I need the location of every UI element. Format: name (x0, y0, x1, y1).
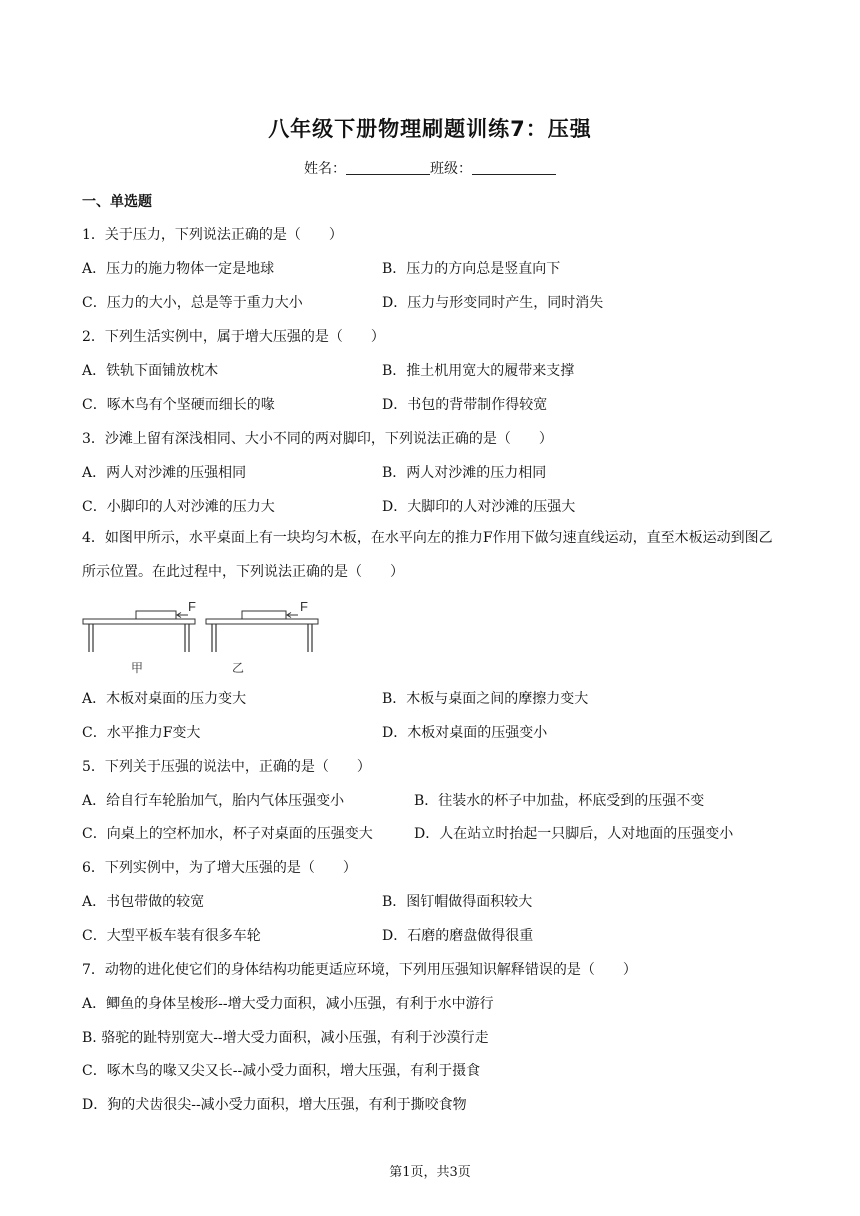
question-7-option-c: C．啄木鸟的喙又尖又长--减小受力面积，增大压强，有利于摄食 (82, 1063, 481, 1079)
question-2-option-d: D．书包的背带制作得较宽 (382, 397, 548, 413)
question-3-option-a: A．两人对沙滩的压强相同 (82, 465, 247, 481)
tabletop-right (206, 619, 318, 624)
page-title: 八年级下册物理刷题训练7：压强 (268, 117, 592, 141)
question-2-option-a: A．铁轨下面铺放枕木 (82, 363, 219, 379)
class-label: 班级： (430, 161, 472, 177)
table-board-figure (80, 596, 340, 676)
question-2-option-c: C．啄木鸟有个坚硬而细长的喙 (82, 397, 275, 413)
question-6-option-a: A．书包带做的较宽 (82, 894, 205, 910)
question-1-option-b: B．压力的方向总是竖直向下 (382, 261, 561, 277)
question-3-option-b: B．两人对沙滩的压力相同 (382, 465, 547, 481)
question-1-option-c: C．压力的大小，总是等于重力大小 (82, 295, 303, 311)
class-blank (472, 160, 556, 175)
section-heading: 一、单选题 (82, 194, 152, 210)
question-7-stem: 7．动物的进化使它们的身体结构功能更适应环境，下列用压强知识解释错误的是（ ） (82, 962, 637, 978)
question-3-option-d: D．大脚印的人对沙滩的压强大 (382, 499, 576, 515)
question-1-stem: 1．关于压力，下列说法正确的是（ ） (82, 227, 343, 243)
question-5-stem: 5．下列关于压强的说法中，正确的是（ ） (82, 759, 371, 775)
question-5-option-c: C．向桌上的空杯加水，杯子对桌面的压强变大 (82, 826, 373, 842)
figure-left (83, 599, 196, 675)
force-label-left: F (188, 599, 196, 614)
question-1-option-a: A．压力的施力物体一定是地球 (82, 261, 275, 277)
question-2-option-b: B．推土机用宽大的履带来支撑 (382, 363, 575, 379)
question-5-option-d: D．人在站立时抬起一只脚后，人对地面的压强变小 (414, 826, 734, 842)
question-6-option-d: D．石磨的磨盘做得很重 (382, 928, 534, 944)
question-6-option-b: B．图钉帽做得面积较大 (382, 894, 533, 910)
question-4-option-c: C．水平推力F变大 (82, 725, 201, 741)
board-left (136, 611, 176, 619)
board-right (242, 611, 286, 619)
force-label-right: F (300, 599, 308, 614)
question-5-option-a: A．给自行车轮胎加气，胎内气体压强变小 (82, 793, 345, 809)
question-4-stem: 4．如图甲所示，水平桌面上有一块均匀木板，在水平向左的推力F作用下做匀速直线运动，直至木板运动到图乙所示位置。在此过程中，下列说法正确的是（ ） (82, 530, 773, 580)
question-2-stem: 2．下列生活实例中，属于增大压强的是（ ） (82, 329, 385, 345)
student-info (0, 158, 860, 178)
question-6-option-c: C．大型平板车装有很多车轮 (82, 928, 261, 944)
question-5-option-b: B．往装水的杯子中加盐，杯底受到的压强不变 (414, 793, 705, 809)
question-3-option-c: C．小脚印的人对沙滩的压力大 (82, 499, 275, 515)
question-4-option-a: A．木板对桌面的压力变大 (82, 691, 247, 707)
figure-label-left: 甲 (131, 661, 144, 675)
question-3-stem: 3．沙滩上留有深浅相同、大小不同的两对脚印，下列说法正确的是（ ） (82, 431, 553, 447)
question-1-option-d: D．压力与形变同时产生，同时消失 (382, 295, 604, 311)
name-blank (346, 160, 430, 175)
question-7-option-a: A．鲫鱼的身体呈梭形--增大受力面积，减小压强，有利于水中游行 (82, 996, 494, 1012)
figure-label-right: 乙 (232, 661, 245, 675)
question-4-option-d: D．木板对桌面的压强变小 (382, 725, 548, 741)
question-7-option-d: D．狗的犬齿很尖--减小受力面积，增大压强，有利于撕咬食物 (82, 1097, 467, 1113)
page-footer: 第1页，共3页 (389, 1165, 471, 1180)
name-label: 姓名： (304, 161, 346, 177)
figure-right (206, 599, 318, 675)
question-4-option-b: B．木板与桌面之间的摩擦力变大 (382, 691, 589, 707)
tabletop-left (83, 619, 195, 624)
question-6-stem: 6．下列实例中，为了增大压强的是（ ） (82, 860, 357, 876)
question-7-option-b: B. 骆驼的趾特别宽大--增大受力面积，减小压强，有利于沙漠行走 (82, 1030, 489, 1046)
